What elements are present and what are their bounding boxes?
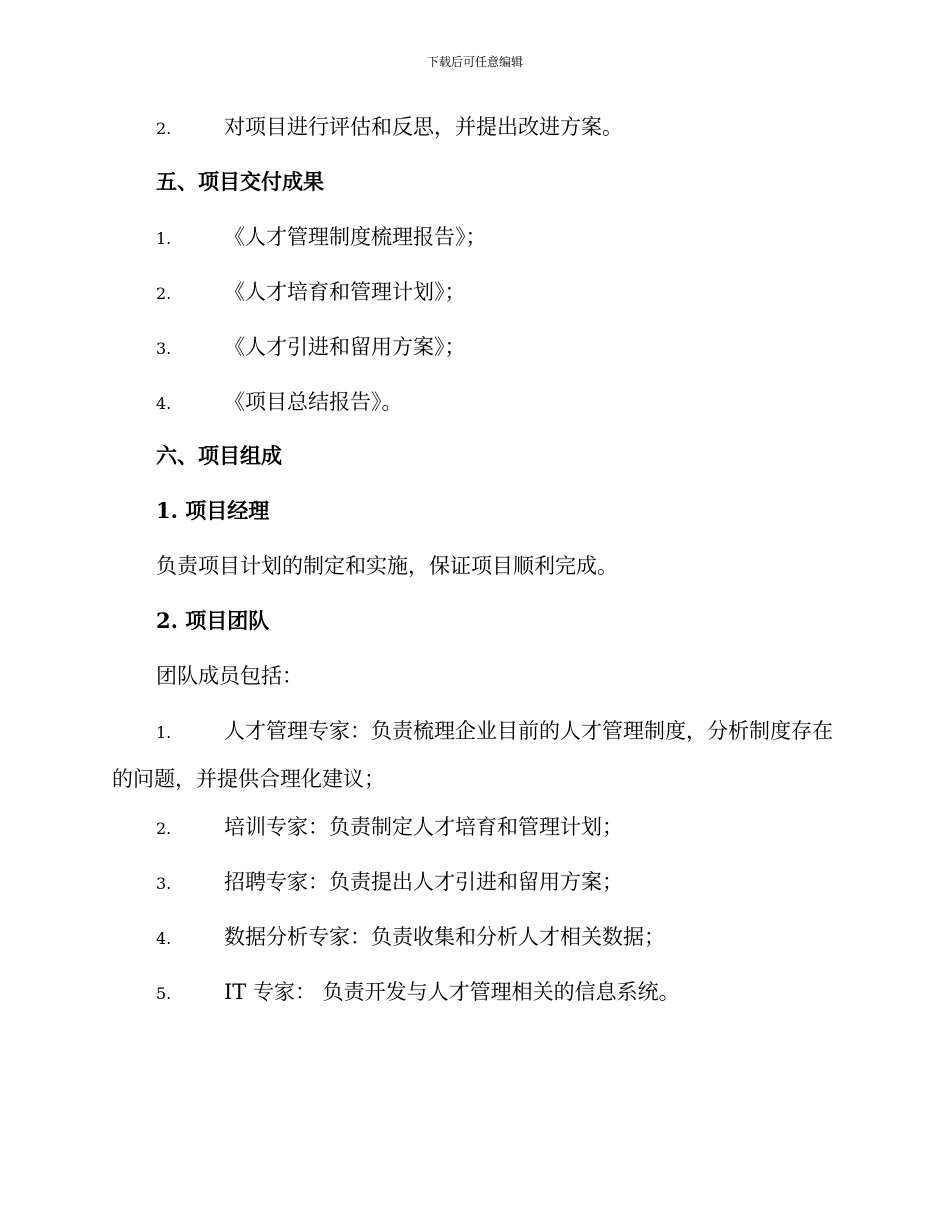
list-item: [112, 708, 842, 802]
subsection-heading: 1. 项目经理: [156, 498, 270, 523]
list-item: [156, 222, 487, 254]
list-number: 2.: [156, 119, 172, 138]
list-text: 数据分析专家：负责收集和分析人才相关数据；: [224, 925, 665, 949]
paragraph: 负责项目计划的制定和实施，保证项目顺利完成。: [156, 554, 618, 578]
list-item: [156, 867, 623, 899]
list-item: [156, 387, 403, 419]
paragraph: 团队成员包括：: [156, 664, 303, 688]
list-number: 2.: [156, 819, 172, 838]
list-number: 1.: [156, 229, 172, 248]
list-number: 3.: [156, 339, 172, 358]
list-number: 3.: [156, 874, 172, 893]
list-text: IT 专家： 负责开发与人才管理相关的信息系统。: [224, 980, 680, 1004]
list-number: 2.: [156, 284, 172, 303]
list-number: 1.: [156, 723, 172, 742]
subsection-heading: 2. 项目团队: [156, 608, 270, 633]
list-text: 对项目进行评估和反思，并提出改进方案。: [224, 115, 623, 139]
list-text: 《项目总结报告》。: [224, 390, 403, 414]
section-heading: 六、项目组成: [156, 443, 282, 468]
list-number: 4.: [156, 929, 172, 948]
list-text: 《人才管理制度梳理报告》；: [224, 225, 487, 249]
list-item: [156, 977, 680, 1009]
section-heading: 五、项目交付成果: [156, 169, 324, 194]
list-text: 《人才引进和留用方案》；: [224, 335, 466, 359]
list-text: 人才管理专家：负责梳理企业目前的人才管理制度，分析制度存在的问题，并提供合理化建议；: [112, 719, 833, 791]
list-item: [156, 922, 665, 954]
list-number: 5.: [156, 984, 172, 1003]
list-text: 《人才培育和管理计划》；: [224, 280, 466, 304]
page-header: 下载后可任意编辑: [426, 55, 523, 69]
list-item: [156, 112, 623, 144]
list-number: 4.: [156, 394, 172, 413]
list-item: [156, 332, 466, 364]
list-item: [156, 277, 466, 309]
list-text: 培训专家：负责制定人才培育和管理计划；: [224, 815, 623, 839]
list-text: 招聘专家：负责提出人才引进和留用方案；: [224, 870, 623, 894]
list-item: [156, 812, 623, 844]
